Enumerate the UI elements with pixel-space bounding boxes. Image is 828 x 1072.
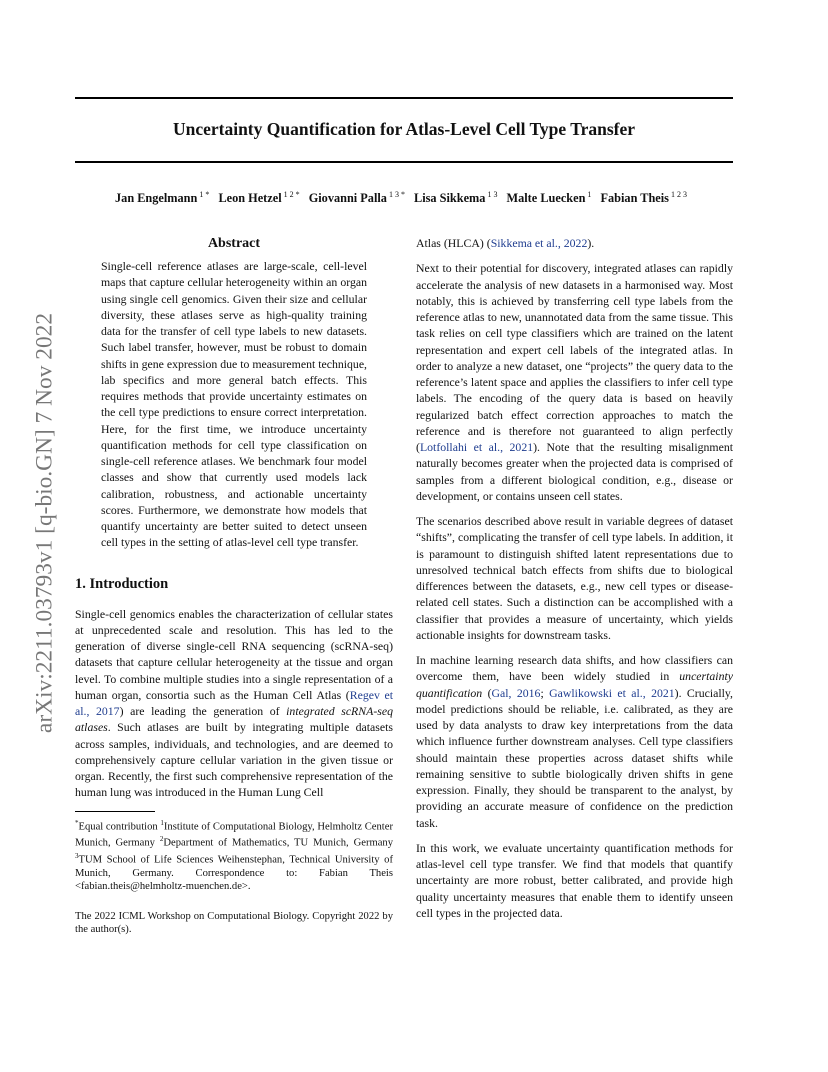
author-affiliation: 1 2 3: [670, 190, 687, 199]
citation-link[interactable]: Gawlikowski et al., 2021: [549, 685, 675, 700]
footnote: *Equal contribution $^1$Institute of Computational Biology, Helmholtz Center Munich, Germany $^2$Department of Mathematics, TU Munich, Germany $^3$TUM School of Life Sciences Weihenstephan, Technical University of Munich, Germany. Correspondence to: Fabian Theis <fabian.theis@helmholtz-muenchen.de>.: [75, 818, 394, 892]
author-affiliation: 1 3: [487, 190, 498, 199]
title-rule-bottom: [75, 161, 733, 163]
abstract-text: Single-cell reference atlases are large-scale, cell-level maps that capture cellular heterogeneity within an organ using single cell genomics. Given their size and cellular diversity, these atlases serve as high-quality training data for the transfer of cell type labels to new datasets. Such label transfer, however, must be robust to domain shifts in gene expression due to measurement technique, lab specifics and more general batch effects. This requires methods that provide uncertainty estimates on the cell type predictions to ensure correct interpretation. Here, for the first time, we introduce uncertainty quantification methods for cell type classification on single-cell reference atlases. We benchmark four model classes and show that currently used models lack calibration, robustness, and actionable uncertainty scores. Furthermore, we demonstrate how models that quantify uncertainty are better suited to detect unseen cell types in the setting of atlas-level cell type transfer.: [101, 259, 368, 550]
venue-notice: The 2022 ICML Workshop on Computational Biology. Copyright 2022 by the author(s).: [75, 911, 393, 936]
section-heading-introduction: 1. Introduction: [75, 575, 169, 592]
title-rule-top: [75, 97, 733, 99]
author-name: Malte Luecken: [506, 191, 586, 206]
footnote-rule: [75, 811, 155, 812]
author-affiliation: 1 3 *: [388, 190, 405, 199]
citation-link[interactable]: Lotfollahi et al., 2021: [419, 440, 534, 454]
author-name: Fabian Theis: [600, 191, 669, 206]
author-name: Leon Hetzel: [218, 191, 282, 206]
author-name: Lisa Sikkema: [414, 191, 486, 206]
body-paragraph: In this work, we evaluate uncertainty quantification methods for atlas-level cell type transfer. We find that models that quantify uncertainty are more robust, better calibrated, and provide high quality uncertainty measures that enable them to identify unseen cell types in the projected data.: [416, 840, 733, 920]
body-paragraph: In machine learning research data shifts, and how classifiers can overcome them, have been widely studied in uncertainty quantification (Gal, 2016; Gawlikowski et al., 2021). Crucially, model predictions should be reliable, i.e. calibrated, as they are used by data analysts to draw key interpretations from the data which influence further downstream analyses. Cell type classifiers should maintain these properties across dataset shifts while remaining sensitive to subtle biologically driven shifts in gene expression. Finally, they should be transparent to the analyst, by providing an accurate measure of confidence on the prediction task.: [416, 653, 733, 830]
right-column: [416, 235, 733, 930]
author-affiliation: 1 2 *: [283, 190, 300, 199]
intro-paragraph: Single-cell genomics enables the characterization of cellular states at unprecedented scale and resolution. This has led to the generation of diverse single-cell RNA sequencing (scRNA-seq) datasets that capture cellular heterogeneity at the tissue and organ level. To combine multiple studies into a single representation of a human organ, consortia such as the Human Cell Atlas (Regev et al., 2017) are leading the generation of integrated scRNA-seq atlases. Such atlases are built by integrating multiple datasets across samples, individuals, and technologies, and are deemed to comprehensively capture cellular variation in the given tissue or organ. Recently, the first such comprehensive representation of the human lung was introduced in the Human Lung Cell: [75, 606, 393, 800]
body-paragraph: Next to their potential for discovery, integrated atlases can rapidly accelerate the analysis of new datasets in a harmonised way. Most notably, this is achieved by transferring cell type labels from the reference atlas to new, unannotated data from the same tissue. This task relies on cell type classifiers which are trained on the latent representation and expert cell labels of the integrated atlas. In order to analyze a new dataset, one “projects” the query data to the reference’s latent space and applies the classifiers to infer cell type labels. The encoding of the query data is based on heavily regularized batch effect correction approaches to match the reference and is therefore not guaranteed to align perfectly (Lotfollahi et al., 2021). Note that the resulting misalignment naturally becomes greater when the projected data is comprised of samples from a different biological condition, e.g., disease or development, or contains unseen cell states.: [416, 261, 734, 503]
abstract-heading: Abstract: [207, 236, 261, 251]
arxiv-identifier: arXiv:2211.03793v1 [q-bio.GN] 7 Nov 2022: [31, 312, 58, 734]
author-list: [75, 190, 733, 206]
body-paragraph: Atlas (HLCA) (Sikkema et al., 2022).: [416, 236, 595, 250]
author-name: Giovanni Palla: [308, 191, 387, 206]
citation-link[interactable]: Sikkema et al., 2022: [490, 236, 588, 250]
author-name: Jan Engelmann: [115, 191, 198, 206]
author-affiliation: 1: [587, 190, 592, 199]
body-paragraph: The scenarios described above result in variable degrees of dataset “shifts”, complicating the transfer of cell type labels. In addition, it is paramount to distinguish shifted latent representations due to unresolved technical batch effects from shifts due to biological differences between the datasets, e.g., new cell types or disease-related cell states. Such a distinction can be accomplished with a classifier that provides a measure of uncertainty, which yields actionable insights for downstream tasks.: [416, 514, 733, 642]
paper-title: Uncertainty Quantification for Atlas-Level Cell Type Transfer: [172, 119, 636, 139]
author-affiliation: 1 *: [199, 190, 210, 199]
citation-link[interactable]: Gal, 2016: [491, 685, 541, 700]
citation-link[interactable]: Regev et al., 2017: [75, 687, 393, 718]
left-column: [75, 235, 393, 937]
